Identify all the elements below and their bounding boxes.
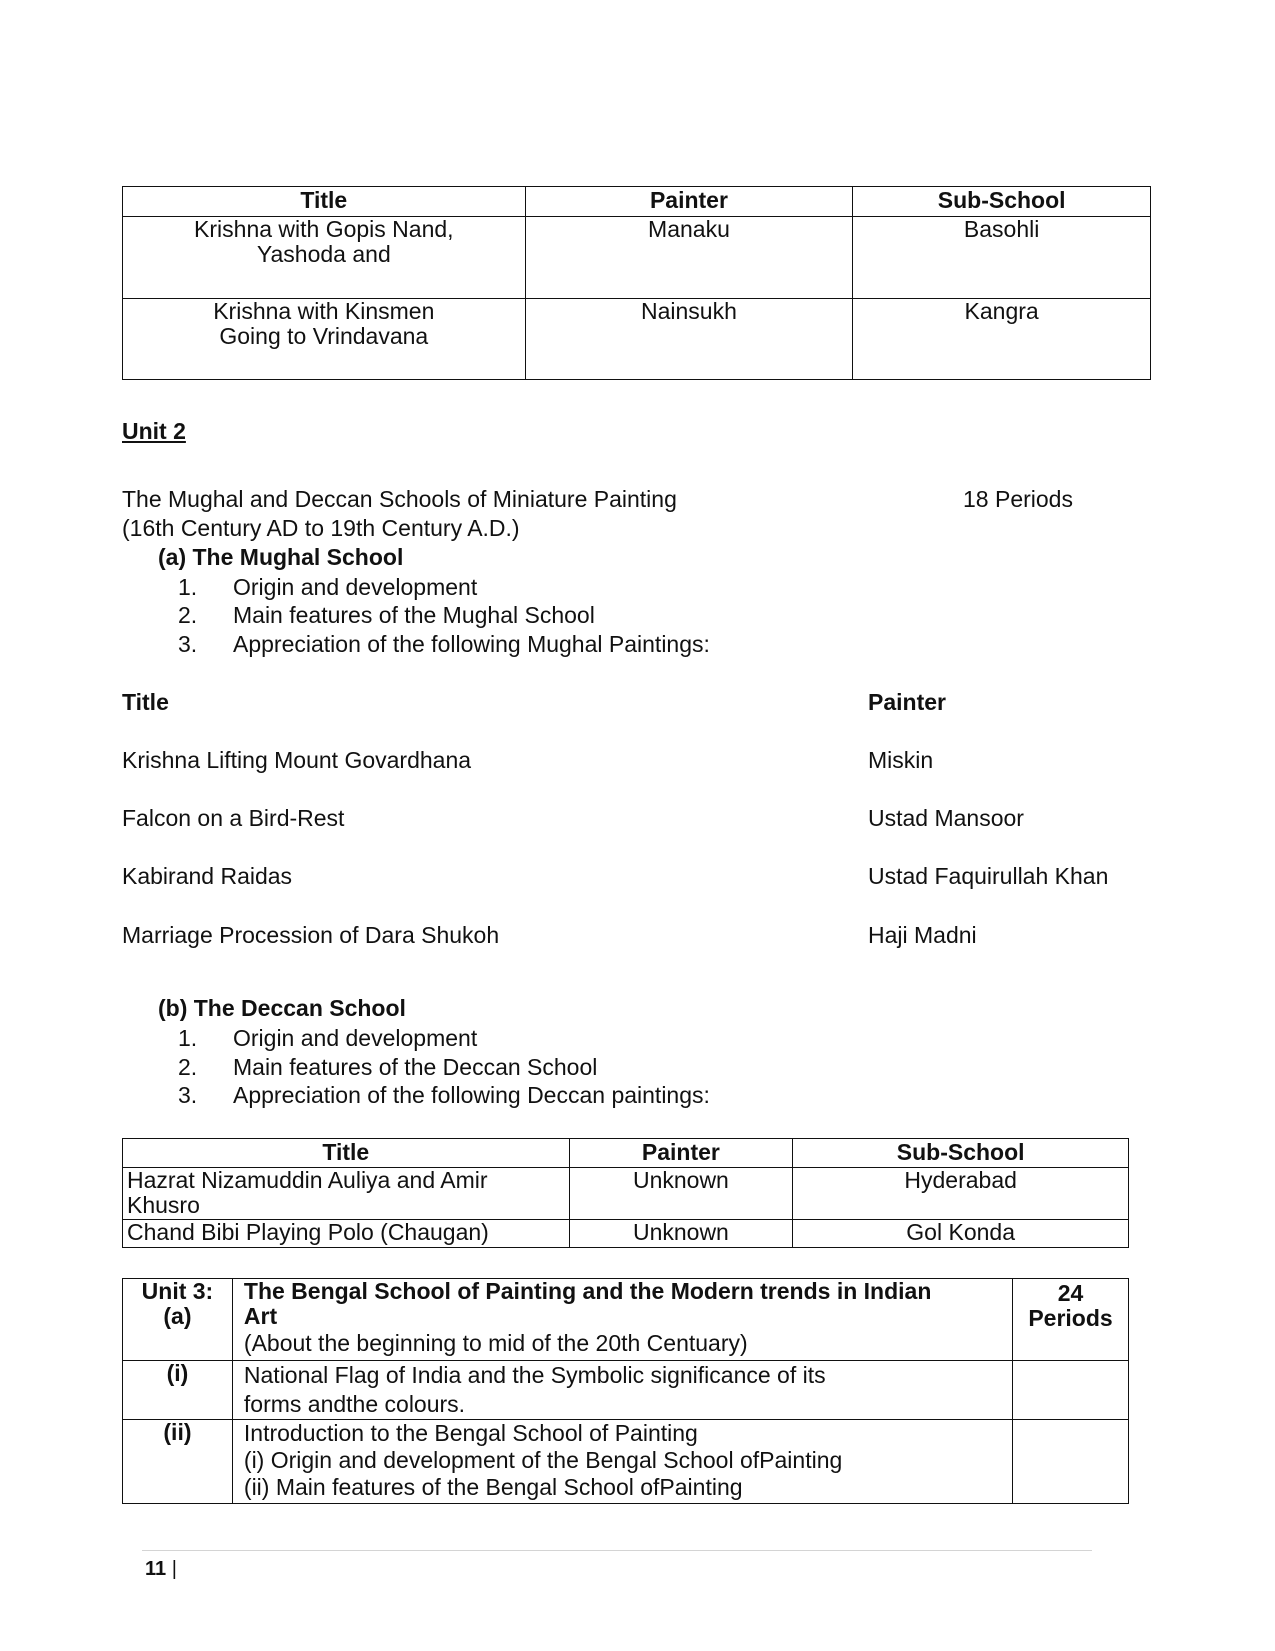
cell-title: Chand Bibi Playing Polo (Chaugan)	[123, 1220, 570, 1248]
column-header-painter: Painter	[569, 1139, 793, 1168]
list-item	[178, 602, 595, 629]
unit2-subtitle: (16th Century AD to 19th Century A.D.)	[122, 515, 520, 541]
painting-title: Falcon on a Bird-Rest	[122, 805, 345, 831]
content-line: (ii) Main features of the Bengal School ofPainting	[243, 1474, 743, 1500]
cell-sub-school: Basohli	[853, 217, 1151, 299]
unit-label-line: (a)	[163, 1303, 192, 1329]
cell-painter: Nainsukh	[525, 299, 853, 380]
list-number: 2.	[178, 1054, 198, 1080]
cell-painter: Unknown	[569, 1220, 793, 1248]
unit-label-line: Unit 3:	[141, 1278, 214, 1304]
content-line: Introduction to the Bengal School of Painting	[243, 1420, 698, 1446]
cell-sub-school: Kangra	[853, 299, 1151, 380]
list-item	[178, 1054, 597, 1081]
column-header-sub-school: Sub-School	[793, 1139, 1129, 1168]
row-label: (ii)	[123, 1420, 233, 1504]
mughal-school-heading: (a) The Mughal School	[158, 544, 404, 570]
table-row	[123, 217, 1151, 299]
row-periods	[1013, 1420, 1129, 1504]
list-item	[178, 1025, 477, 1052]
column-header-sub-school: Sub-School	[853, 187, 1151, 217]
unit2-title: The Mughal and Deccan Schools of Miniature Painting	[122, 486, 677, 512]
table-row	[123, 1361, 1129, 1420]
cell-sub-school: Gol Konda	[793, 1220, 1129, 1248]
title-line: Krishna with Kinsmen	[213, 298, 435, 324]
painting-painter: Ustad Mansoor	[868, 805, 1024, 831]
table-row	[123, 1420, 1129, 1504]
row-label: (i)	[123, 1361, 233, 1420]
cell-painter: Unknown	[569, 1168, 793, 1220]
list-text: Appreciation of the following Mughal Paintings:	[233, 631, 710, 657]
table-header-row	[123, 1139, 1129, 1168]
mughal-list-header-painter: Painter	[868, 689, 946, 715]
painting-title: Marriage Procession of Dara Shukoh	[122, 922, 500, 948]
cell-title	[123, 217, 526, 299]
page-number	[145, 1558, 177, 1581]
title-line: Yashoda and	[256, 241, 391, 267]
list-number: 2.	[178, 602, 198, 628]
list-item	[178, 1082, 710, 1109]
column-header-painter: Painter	[525, 187, 853, 217]
unit3-title: Art	[243, 1303, 278, 1329]
painting-title: Kabirand Raidas	[122, 863, 293, 889]
row-content	[232, 1361, 1012, 1420]
table-row	[123, 299, 1151, 380]
list-text: Origin and development	[233, 1025, 478, 1051]
deccan-paintings-table	[122, 1138, 1129, 1248]
cell-painter: Manaku	[525, 217, 853, 299]
painting-painter: Haji Madni	[868, 922, 977, 948]
periods-label: Periods	[1028, 1305, 1113, 1331]
unit2-periods: 18 Periods	[963, 486, 1073, 512]
list-item	[178, 631, 710, 658]
pahari-paintings-table	[122, 186, 1151, 380]
painting-painter: Miskin	[868, 747, 934, 773]
deccan-school-heading: (b) The Deccan School	[158, 995, 406, 1021]
unit3-label	[123, 1279, 233, 1361]
title-line: Krishna with Gopis Nand,	[194, 216, 454, 242]
column-header-title: Title	[123, 187, 526, 217]
title-line: Khusro	[127, 1192, 200, 1218]
unit3-subtitle: (About the beginning to mid of the 20th Centuary)	[243, 1330, 748, 1356]
title-line: Hazrat Nizamuddin Auliya and Amir	[127, 1167, 488, 1193]
unit3-periods	[1013, 1279, 1129, 1361]
footer-divider	[142, 1550, 1092, 1551]
list-number: 3.	[178, 1082, 198, 1108]
unit3-header-row	[123, 1279, 1129, 1361]
cell-sub-school: Hyderabad	[793, 1168, 1129, 1220]
row-periods	[1013, 1361, 1129, 1420]
mughal-list-header-title: Title	[122, 689, 169, 715]
unit2-heading: Unit 2	[122, 418, 186, 444]
table-header-row	[123, 187, 1151, 217]
title-line: Going to Vrindavana	[219, 323, 429, 349]
list-number: 3.	[178, 631, 198, 657]
unit3-title-cell	[232, 1279, 1012, 1361]
page-number-value: 11	[145, 1558, 167, 1580]
table-row	[123, 1220, 1129, 1248]
content-line: forms andthe colours.	[243, 1391, 466, 1417]
unit3-title: The Bengal School of Painting and the Modern trends in Indian	[243, 1278, 932, 1304]
cell-title	[123, 299, 526, 380]
content-line: National Flag of India and the Symbolic significance of its	[243, 1362, 826, 1388]
table-row	[123, 1168, 1129, 1220]
list-text: Main features of the Mughal School	[233, 602, 595, 628]
periods-number: 24	[1057, 1280, 1084, 1306]
row-content	[232, 1420, 1012, 1504]
painting-title: Krishna Lifting Mount Govardhana	[122, 747, 472, 773]
list-item	[178, 574, 477, 601]
cell-title	[123, 1168, 570, 1220]
list-text: Appreciation of the following Deccan paintings:	[233, 1082, 710, 1108]
list-text: Origin and development	[233, 574, 478, 600]
unit3-table	[122, 1278, 1129, 1504]
page-separator: |	[171, 1558, 177, 1580]
list-text: Main features of the Deccan School	[233, 1054, 598, 1080]
content-line: (i) Origin and development of the Bengal School ofPainting	[243, 1447, 843, 1473]
column-header-title: Title	[123, 1139, 570, 1168]
painting-painter: Ustad Faquirullah Khan	[868, 863, 1109, 889]
list-number: 1.	[178, 574, 198, 600]
list-number: 1.	[178, 1025, 198, 1051]
